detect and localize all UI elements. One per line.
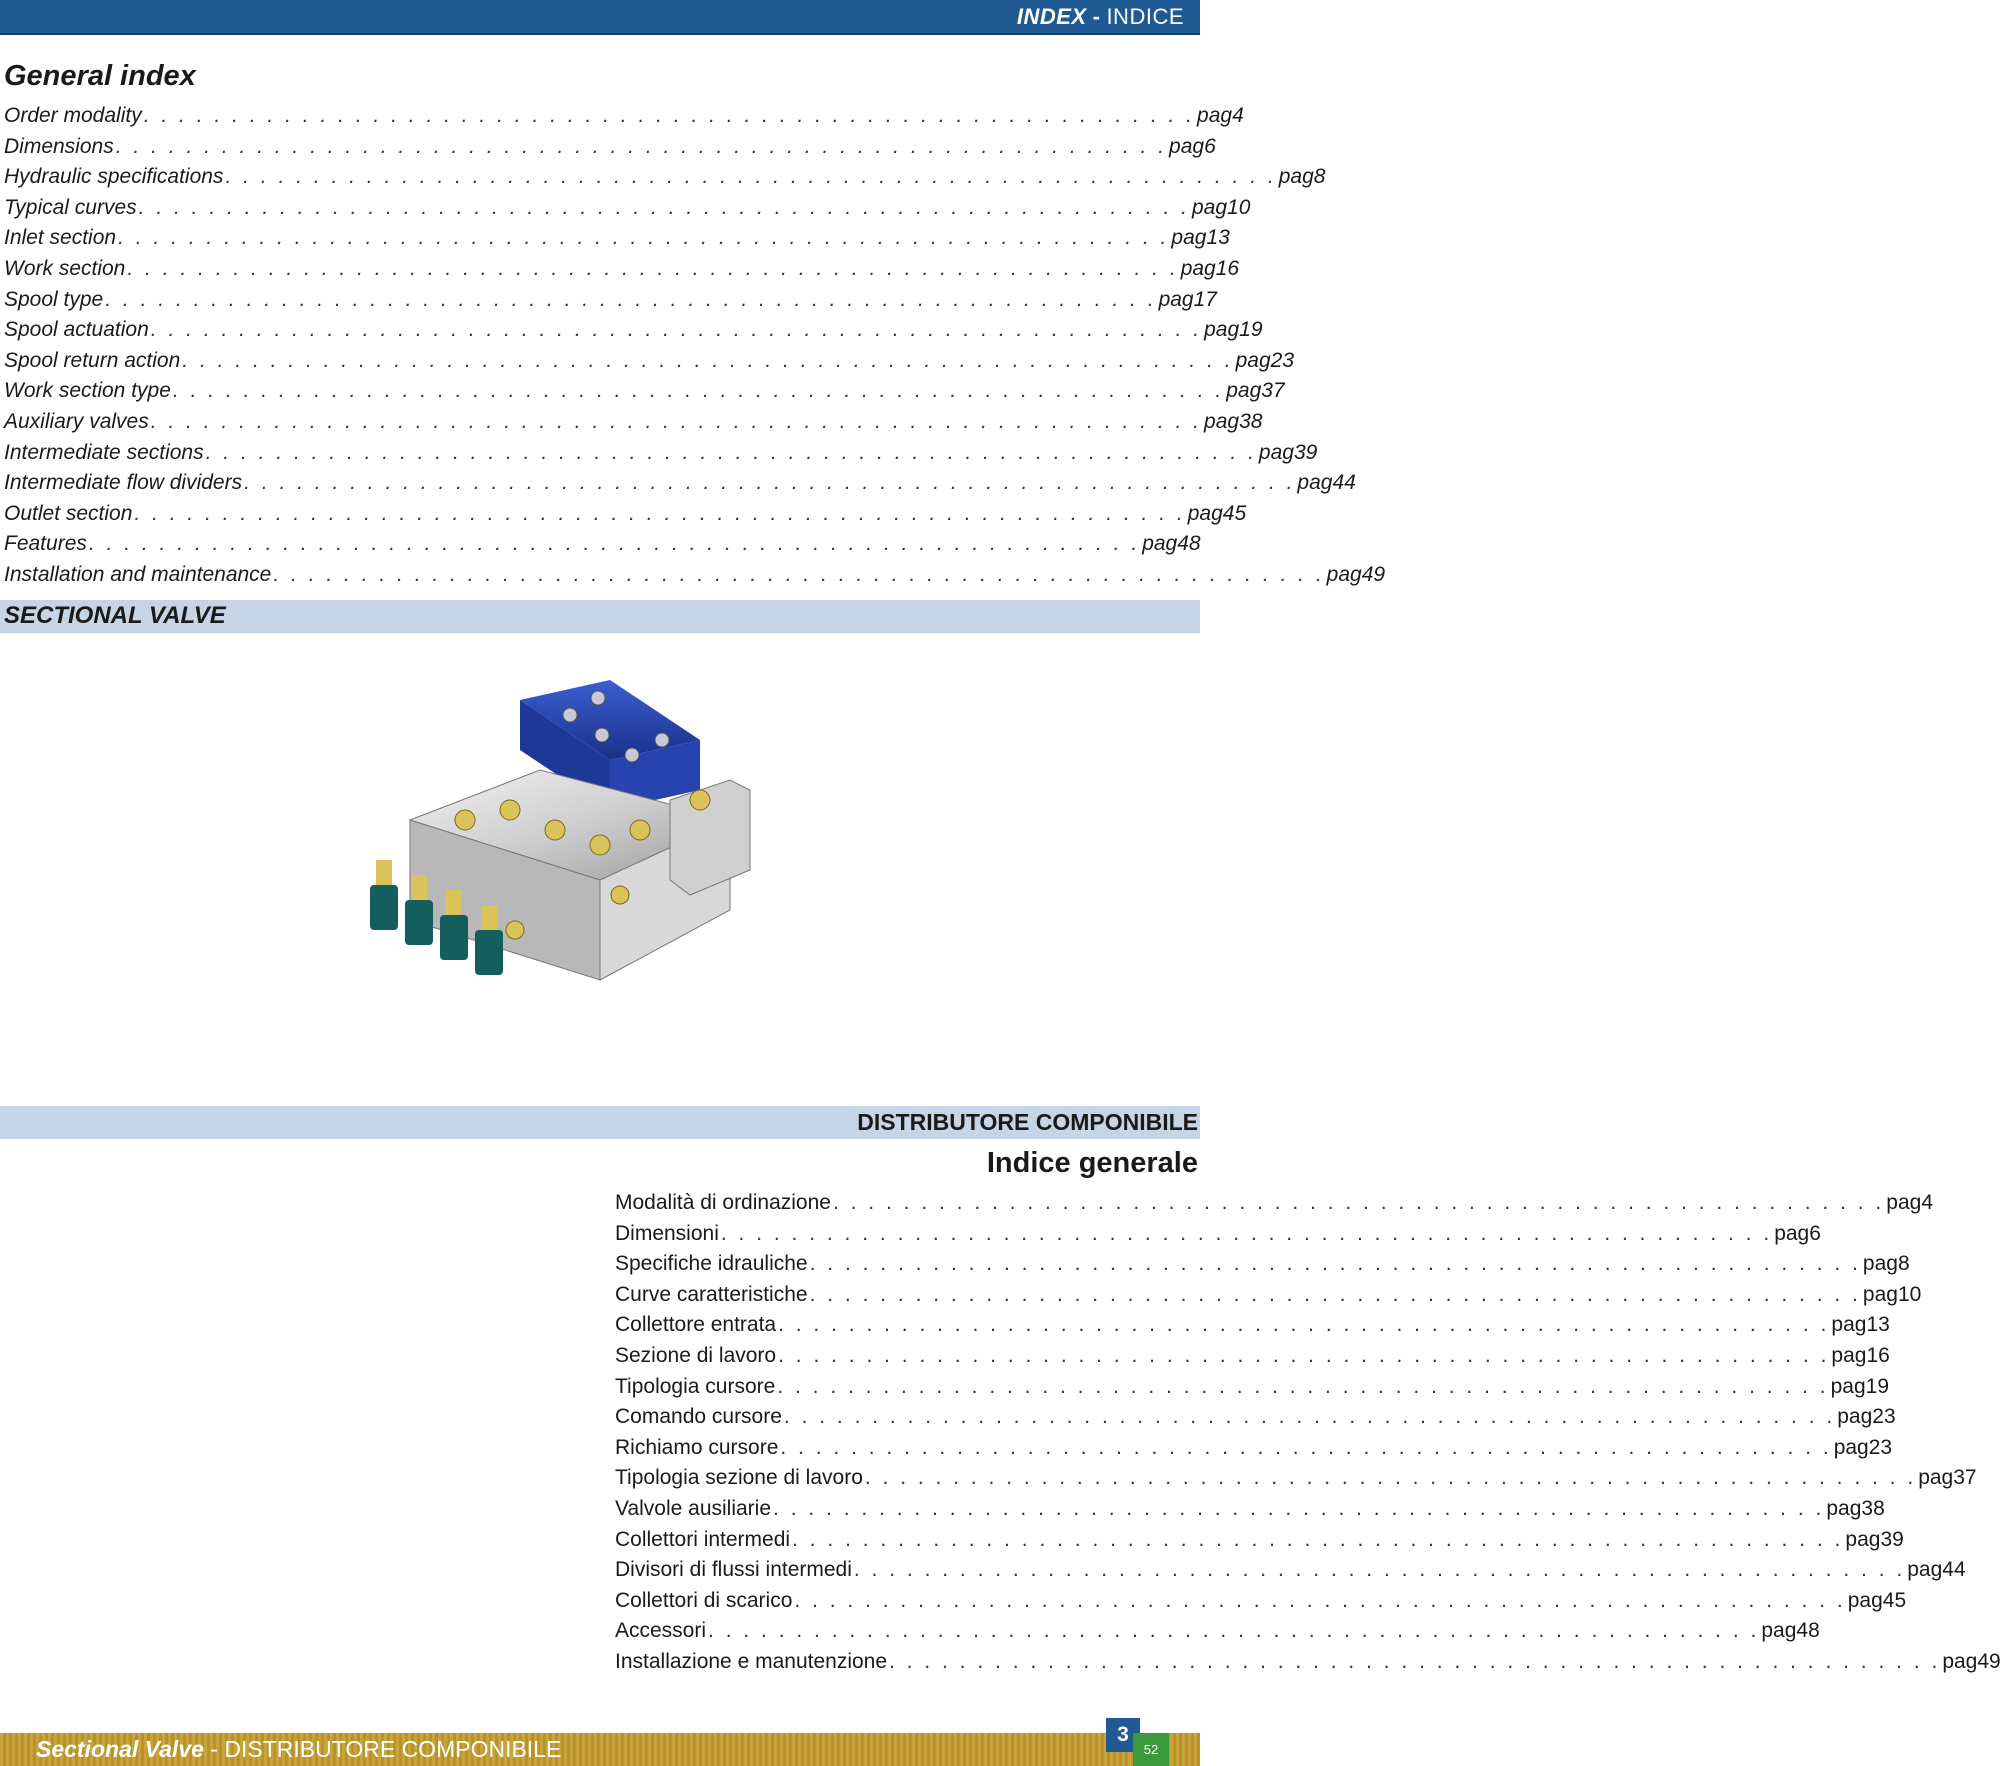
index-entry[interactable] [615, 1341, 1890, 1372]
header-title-en: INDEX [1016, 4, 1087, 29]
sectional-valve-illustration [370, 680, 840, 1080]
index-entry[interactable] [615, 1249, 1910, 1280]
index-entry-pag: pag [1226, 379, 1262, 403]
page-header [0, 0, 1200, 35]
index-entry[interactable] [615, 1402, 1896, 1433]
index-entry-page-number: 38 [1239, 409, 1263, 433]
leader-dots: . . . . . . . . . . . . . . . . . . . . . . . . . . . . . . . . . . . . . . . . . . . . . . . . . . . . . . . . . . . . [118, 226, 1170, 250]
index-entry-pag: pag [1169, 134, 1205, 158]
index-entry-label: Order modality [4, 104, 142, 127]
leader-dots: . . . . . . . . . . . . . . . . . . . . . . . . . . . . . . . . . . . . . . . . . . . . . . . . . . . . . . . . . . . . [143, 104, 1196, 127]
leader-dots: . . . . . . . . . . . . . . . . . . . . . . . . . . . . . . . . . . . . . . . . . . . . . . . . . . . . . . . . . . . . [273, 562, 1325, 586]
index-entry[interactable] [615, 1219, 1821, 1250]
index-entry[interactable] [4, 529, 1201, 560]
index-entry-pag: pag [1761, 1619, 1797, 1643]
index-entry-page-number: 23 [1868, 1435, 1893, 1459]
leader-dots: . . . . . . . . . . . . . . . . . . . . . . . . . . . . . . . . . . . . . . . . . . . . . . . . . . . . . . . . . . . . [88, 532, 1141, 556]
index-entry-pag: pag [1831, 1313, 1867, 1337]
index-entry-label: Intermediate sections [4, 440, 204, 464]
index-entry-pag: pag [1918, 1466, 1954, 1490]
index-entry[interactable] [4, 560, 1386, 591]
index-entry-label: Tipologia cursore [615, 1374, 776, 1398]
index-entry[interactable] [615, 1616, 1820, 1647]
index-entry[interactable] [4, 285, 1217, 316]
page-footer [0, 1733, 1200, 1766]
index-entry-label: Work section [4, 256, 126, 280]
leader-dots: . . . . . . . . . . . . . . . . . . . . . . . . . . . . . . . . . . . . . . . . . . . . . . . . . . . . . . . . . . . . [182, 348, 1234, 372]
index-entry-pag: pag [1826, 1496, 1862, 1520]
index-entry-label: Auxiliary valves [4, 409, 149, 433]
index-entry-label: Installation and maintenance [4, 562, 272, 586]
index-entry[interactable] [4, 315, 1263, 346]
index-entry-page-number: 37 [1261, 379, 1285, 403]
index-entry-pag: pag [1862, 1252, 1898, 1276]
index-entry-label: Work section type [4, 379, 171, 403]
index-entry-pag: pag [1907, 1558, 1943, 1582]
index-entry-pag: pag [1142, 532, 1178, 556]
index-entry[interactable] [615, 1433, 1893, 1464]
index-entry[interactable] [615, 1188, 1934, 1219]
index-entry-label: Spool type [4, 287, 104, 311]
index-entry-pag: pag [1326, 562, 1362, 586]
index-entry-page-number: 23 [1270, 348, 1294, 372]
index-entry[interactable] [4, 193, 1251, 224]
index-entry-pag: pag [1204, 409, 1240, 433]
leader-dots: . . . . . . . . . . . . . . . . . . . . . . . . . . . . . . . . . . . . . . . . . . . . . . . . . . . . . . . . . . . . [225, 165, 1277, 189]
index-entry[interactable] [4, 499, 1247, 530]
index-entry-pag: pag [1833, 1435, 1869, 1459]
index-entry-page-number: 8 [1897, 1252, 1910, 1276]
index-entry-page-number: 39 [1293, 440, 1318, 464]
leader-dots: . . . . . . . . . . . . . . . . . . . . . . . . . . . . . . . . . . . . . . . . . . . . . . . . . . . . . . . . . . . . [792, 1527, 1844, 1551]
footer-title-it: DISTRIBUTORE COMPONIBILE [224, 1736, 562, 1762]
index-entry-page-number: 16 [1215, 256, 1240, 280]
index-entry-label: Collettori intermedi [615, 1527, 791, 1551]
index-entry[interactable] [615, 1310, 1890, 1341]
index-entry-page-number: 10 [1227, 195, 1251, 219]
index-entry-label: Collettori di scarico [615, 1588, 793, 1612]
index-entry-page-number: 13 [1866, 1313, 1890, 1337]
index-entry-pag: pag [1235, 348, 1271, 372]
index-entry[interactable] [615, 1586, 1907, 1617]
leader-dots: . . . . . . . . . . . . . . . . . . . . . . . . . . . . . . . . . . . . . . . . . . . . . . . . . . . . . . . . . . . . [127, 256, 1179, 280]
index-entry-pag: pag [1258, 440, 1294, 464]
index-entry-label: Dimensions [4, 134, 114, 158]
index-entry[interactable] [4, 254, 1240, 285]
index-entry-page-number: 6 [1809, 1221, 1821, 1245]
index-entry-label: Comando cursore [615, 1405, 782, 1429]
index-entry-label: Hydraulic specifications [4, 165, 224, 189]
index-entry-label: Dimensioni [615, 1221, 719, 1245]
index-entry-page-number: 4 [1232, 104, 1244, 127]
leader-dots: . . . . . . . . . . . . . . . . . . . . . . . . . . . . . . . . . . . . . . . . . . . . . . . . . . . . . . . . . . . . [889, 1649, 1941, 1673]
leader-dots: . . . . . . . . . . . . . . . . . . . . . . . . . . . . . . . . . . . . . . . . . . . . . . . . . . . . . . . . . . . . [105, 287, 1157, 311]
leader-dots: . . . . . . . . . . . . . . . . . . . . . . . . . . . . . . . . . . . . . . . . . . . . . . . . . . . . . . . . . . . . [809, 1252, 1861, 1276]
index-entry-pag: pag [1158, 287, 1194, 311]
index-entry-label: Inlet section [4, 226, 117, 250]
index-entry-pag: pag [1191, 195, 1228, 219]
leader-dots: . . . . . . . . . . . . . . . . . . . . . . . . . . . . . . . . . . . . . . . . . . . . . . . . . . . . . . . . . . . . [150, 318, 1203, 342]
index-entry-label: Spool actuation [4, 318, 149, 342]
leader-dots: . . . . . . . . . . . . . . . . . . . . . . . . . . . . . . . . . . . . . . . . . . . . . . . . . . . . . . . . . . . . [134, 501, 1186, 525]
indice-generale-title: Indice generale [986, 1147, 1198, 1179]
page-number: 3 [1106, 1718, 1140, 1752]
section-title-en: SECTIONAL VALVE [4, 602, 226, 629]
index-entry-pag: pag [1831, 1343, 1867, 1367]
leader-dots: . . . . . . . . . . . . . . . . . . . . . . . . . . . . . . . . . . . . . . . . . . . . . . . . . . . . . . . . . . . . [783, 1405, 1836, 1429]
index-entry[interactable] [615, 1494, 1885, 1525]
header-title-it: INDICE [1106, 4, 1184, 29]
index-entry[interactable] [4, 223, 1230, 254]
index-entry[interactable] [4, 376, 1285, 407]
index-entry-pag: pag [1862, 1282, 1898, 1306]
index-entry-page-number: 19 [1865, 1374, 1890, 1398]
footer-title-en: Sectional Valve [36, 1736, 204, 1762]
general-index-list [4, 101, 1386, 591]
index-entry-label: Outlet section [4, 501, 133, 525]
index-entry-page-number: 44 [1942, 1558, 1966, 1582]
index-entry[interactable] [4, 162, 1326, 193]
index-entry-page-number: 8 [1313, 165, 1326, 189]
leader-dots: . . . . . . . . . . . . . . . . . . . . . . . . . . . . . . . . . . . . . . . . . . . . . . . . . . . . . . . . . . . . [708, 1619, 1760, 1643]
section-band-en [0, 600, 1200, 633]
section-band-it [0, 1106, 1200, 1139]
header-title [1017, 4, 1184, 30]
index-entry-page-number: 23 [1872, 1405, 1896, 1429]
index-entry-page-number: 49 [1361, 562, 1386, 586]
index-entry-pag: pag [1845, 1527, 1881, 1551]
leader-dots: . . . . . . . . . . . . . . . . . . . . . . . . . . . . . . . . . . . . . . . . . . . . . . . . . . . . . . . . . . . . [150, 409, 1203, 433]
footer-title [36, 1736, 561, 1763]
index-entry-pag: pag [1942, 1649, 1978, 1673]
index-entry-page-number: 4 [1921, 1191, 1934, 1214]
index-entry-page-number: 49 [1977, 1649, 2001, 1673]
index-entry[interactable] [4, 438, 1318, 469]
index-entry-label: Divisori di flussi intermedi [615, 1558, 852, 1582]
index-entry-label: Accessori [615, 1619, 707, 1643]
leader-dots: . . . . . . . . . . . . . . . . . . . . . . . . . . . . . . . . . . . . . . . . . . . . . . . . . . . . . . . . . . . . [205, 440, 1257, 464]
index-entry-page-number: 48 [1177, 532, 1201, 556]
index-entry-label: Modalità di ordinazione [615, 1191, 831, 1214]
leader-dots: . . . . . . . . . . . . . . . . . . . . . . . . . . . . . . . . . . . . . . . . . . . . . . . . . . . . . . . . . . . . [864, 1466, 1917, 1490]
index-entry-label: Curve caratteristiche [615, 1282, 808, 1306]
index-entry-label: Features [4, 532, 87, 556]
index-entry-label: Typical curves [4, 195, 137, 219]
index-entry[interactable] [4, 132, 1216, 163]
index-entry-label: Installazione e manutenzione [615, 1649, 888, 1673]
leader-dots: . . . . . . . . . . . . . . . . . . . . . . . . . . . . . . . . . . . . . . . . . . . . . . . . . . . . . . . . . . . . [777, 1374, 1829, 1398]
index-entry-page-number: 13 [1206, 226, 1230, 250]
index-entry-pag: pag [1171, 226, 1207, 250]
index-entry-label: Specifiche idrauliche [615, 1252, 808, 1276]
general-index-title: General index [4, 60, 196, 92]
leader-dots: . . . . . . . . . . . . . . . . . . . . . . . . . . . . . . . . . . . . . . . . . . . . . . . . . . . . . . . . . . . . [794, 1588, 1846, 1612]
index-entry[interactable] [615, 1525, 1904, 1556]
index-entry-pag: pag [1180, 256, 1216, 280]
index-entry-page-number: 37 [1953, 1466, 1977, 1490]
index-entry[interactable] [615, 1647, 2001, 1678]
index-entry[interactable] [615, 1280, 1922, 1311]
index-entry-page-number: 17 [1193, 287, 1217, 311]
index-entry-pag: pag [1278, 165, 1314, 189]
leader-dots: . . . . . . . . . . . . . . . . . . . . . . . . . . . . . . . . . . . . . . . . . . . . . . . . . . . . . . . . . . . . [778, 1313, 1830, 1337]
index-entry-label: Spool return action [4, 348, 181, 372]
index-entry-page-number: 6 [1204, 134, 1216, 158]
index-entry-label: Tipologia sezione di lavoro [615, 1466, 863, 1490]
index-entry-pag: pag [1297, 471, 1333, 495]
index-entry-label: Collettore entrata [615, 1313, 777, 1337]
index-entry-pag: pag [1886, 1191, 1922, 1214]
index-entry[interactable] [4, 407, 1263, 438]
index-entry-label: Intermediate flow dividers [4, 471, 243, 495]
index-entry-label: Richiamo cursore [615, 1435, 779, 1459]
index-entry-pag: pag [1187, 501, 1223, 525]
index-entry-pag: pag [1204, 318, 1240, 342]
index-entry[interactable] [4, 346, 1294, 377]
index-entry[interactable] [4, 468, 1356, 499]
leader-dots: . . . . . . . . . . . . . . . . . . . . . . . . . . . . . . . . . . . . . . . . . . . . . . . . . . . . . . . . . . . . [853, 1558, 1906, 1582]
leader-dots: . . . . . . . . . . . . . . . . . . . . . . . . . . . . . . . . . . . . . . . . . . . . . . . . . . . . . . . . . . . . [773, 1496, 1825, 1520]
leader-dots: . . . . . . . . . . . . . . . . . . . . . . . . . . . . . . . . . . . . . . . . . . . . . . . . . . . . . . . . . . . . [138, 195, 1190, 219]
leader-dots: . . . . . . . . . . . . . . . . . . . . . . . . . . . . . . . . . . . . . . . . . . . . . . . . . . . . . . . . . . . . [780, 1435, 1832, 1459]
index-entry-pag: pag [1774, 1221, 1810, 1245]
index-entry-label: Sezione di lavoro [615, 1343, 777, 1367]
index-entry[interactable] [615, 1555, 1966, 1586]
index-entry-pag: pag [1830, 1374, 1866, 1398]
index-entry-page-number: 45 [1222, 501, 1247, 525]
index-entry[interactable] [615, 1372, 1890, 1403]
index-entry-page-number: 44 [1332, 471, 1356, 495]
leader-dots: . . . . . . . . . . . . . . . . . . . . . . . . . . . . . . . . . . . . . . . . . . . . . . . . . . . . . . . . . . . . [115, 134, 1168, 158]
header-separator: - [1092, 4, 1101, 29]
index-entry-page-number: 10 [1897, 1282, 1922, 1306]
leader-dots: . . . . . . . . . . . . . . . . . . . . . . . . . . . . . . . . . . . . . . . . . . . . . . . . . . . . . . . . . . . . [778, 1343, 1830, 1367]
index-entry[interactable] [4, 101, 1244, 132]
index-entry-page-number: 38 [1861, 1496, 1885, 1520]
total-pages: 52 [1133, 1733, 1169, 1766]
leader-dots: . . . . . . . . . . . . . . . . . . . . . . . . . . . . . . . . . . . . . . . . . . . . . . . . . . . . . . . . . . . . [809, 1282, 1861, 1306]
indice-generale-list [615, 1188, 2001, 1678]
index-entry-page-number: 48 [1796, 1619, 1820, 1643]
index-entry-pag: pag [1197, 104, 1233, 127]
leader-dots: . . . . . . . . . . . . . . . . . . . . . . . . . . . . . . . . . . . . . . . . . . . . . . . . . . . . . . . . . . . . [832, 1191, 1885, 1214]
index-entry-page-number: 39 [1880, 1527, 1904, 1551]
index-entry-page-number: 16 [1866, 1343, 1890, 1367]
leader-dots: . . . . . . . . . . . . . . . . . . . . . . . . . . . . . . . . . . . . . . . . . . . . . . . . . . . . . . . . . . . . [720, 1221, 1773, 1245]
index-entry-pag: pag [1837, 1405, 1873, 1429]
index-entry-label: Valvole ausiliarie [615, 1496, 772, 1520]
footer-separator: - [210, 1736, 218, 1762]
section-title-it: DISTRIBUTORE COMPONIBILE [857, 1109, 1198, 1135]
leader-dots: . . . . . . . . . . . . . . . . . . . . . . . . . . . . . . . . . . . . . . . . . . . . . . . . . . . . . . . . . . . . [172, 379, 1225, 403]
index-entry-pag: pag [1847, 1588, 1883, 1612]
index-entry-page-number: 45 [1882, 1588, 1907, 1612]
index-entry-page-number: 19 [1239, 318, 1263, 342]
leader-dots: . . . . . . . . . . . . . . . . . . . . . . . . . . . . . . . . . . . . . . . . . . . . . . . . . . . . . . . . . . . . [244, 471, 1296, 495]
index-entry[interactable] [615, 1463, 1977, 1494]
